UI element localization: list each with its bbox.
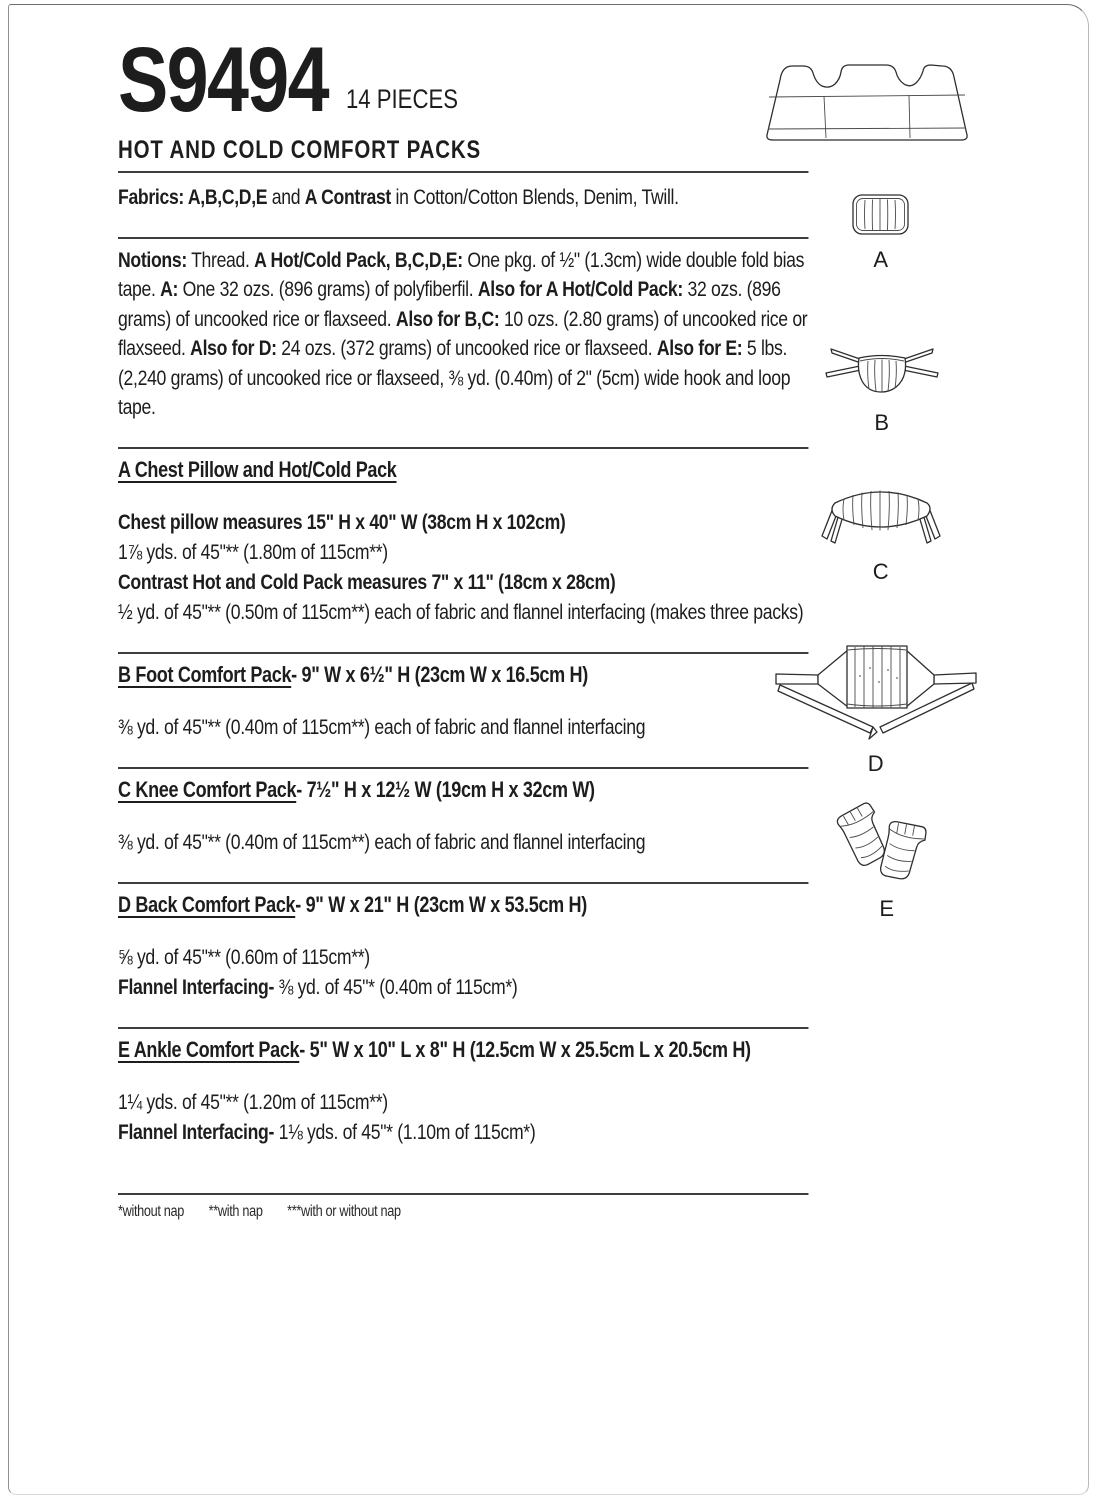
pattern-number: S9494 <box>118 29 328 131</box>
figure-a <box>846 192 916 273</box>
fabrics-paragraph: Fabrics: A,B,C,D,E and A Contrast in Cotton/Cotton Blends, Denim, Twill. <box>118 184 679 209</box>
section-a-line-4: ½ yd. of 45"** (0.50m of 115cm**) each of fabric and flannel interfacing (makes three packs) <box>118 599 804 624</box>
section-c <box>118 775 808 857</box>
foot-pack-b-illustration-icon <box>823 347 941 401</box>
figure-chest-pillow <box>757 50 977 146</box>
divider <box>118 767 808 769</box>
section-c-heading: C Knee Comfort Pack- 7½" H x 12½ W (19cm H x 32cm W) <box>118 776 595 802</box>
footnotes <box>118 1203 808 1221</box>
ankle-pack-e-illustration-icon <box>835 795 939 887</box>
footnote-with-or-without-nap: ***with or without nap <box>287 1202 401 1220</box>
section-d-line-1: ⅝ yd. of 45"** (0.60m of 115cm**) <box>118 944 370 969</box>
section-b-heading: B Foot Comfort Pack- 9" W x 6½" H (23cm W x 16.5cm H) <box>118 661 588 687</box>
figure-e <box>835 795 939 922</box>
section-e <box>118 1035 808 1147</box>
footnote-with-nap: **with nap <box>208 1202 263 1220</box>
text-column <box>118 29 808 1221</box>
figure-b <box>821 347 943 436</box>
fabrics-label: Fabrics: A,B,C,D,E <box>118 184 268 209</box>
figure-b-label: B <box>874 410 890 435</box>
notions-label: Notions: <box>118 247 187 272</box>
figure-a-label: A <box>873 247 889 272</box>
chest-pillow-illustration-icon <box>758 50 976 146</box>
section-e-heading: E Ankle Comfort Pack- 5" W x 10" L x 8" H (12.5cm W x 25.5cm L x 20.5cm H) <box>118 1036 751 1062</box>
divider <box>118 1027 808 1029</box>
divider <box>118 237 808 239</box>
divider <box>118 1193 808 1195</box>
footnote-without-nap: *without nap <box>118 1202 185 1220</box>
section-a <box>118 455 808 627</box>
title-row <box>118 29 808 131</box>
figure-e-label: E <box>879 896 895 921</box>
pieces-count: 14 PIECES <box>345 83 458 114</box>
knee-pack-c-illustration-icon <box>819 478 943 550</box>
section-d-line-2: Flannel Interfacing- ⅜ yd. of 45"* (0.40m of 115cm*) <box>118 974 518 999</box>
section-b-line-1: ⅜ yd. of 45"** (0.40m of 115cm**) each of fabric and flannel interfacing <box>118 714 646 739</box>
section-a-line-3: Contrast Hot and Cold Pack measures 7" x 11" (18cm x 28cm) <box>118 569 616 594</box>
section-e-line-2: Flannel Interfacing- 1⅛ yds. of 45"* (1.10m of 115cm*) <box>118 1119 536 1144</box>
section-b <box>118 660 808 742</box>
section-c-line-1: ⅜ yd. of 45"** (0.40m of 115cm**) each of fabric and flannel interfacing <box>118 829 646 854</box>
figure-c-label: C <box>872 559 890 584</box>
section-a-heading: A Chest Pillow and Hot/Cold Pack <box>118 456 397 482</box>
divider <box>118 447 808 449</box>
divider <box>118 171 808 173</box>
figure-d-label: D <box>867 751 885 776</box>
section-a-line-1: Chest pillow measures 15" H x 40" W (38cm H x 102cm) <box>118 509 566 534</box>
divider <box>118 882 808 884</box>
notions-paragraph: Notions: Thread. A Hot/Cold Pack, B,C,D,E: One pkg. of ½" (1.3cm) wide double fold bias tape. A: One 32 ozs. (896 grams) of polyfiberfil. Also for A Hot/Cold Pack: 32 ozs. (896 grams) of uncooked rice or flaxseed. Also for B,C: 10 ozs. (2.80 grams) of uncooked rice or flaxseed. Also for D: 24 ozs. (372 grams) of uncooked rice or flaxseed. Also for E: 5 lbs. (2,240 grams) of uncooked rice or flaxseed, ⅜ yd. (0.40m) of 2" (5cm) wide hook and loop tape. <box>118 247 808 420</box>
back-pack-d-illustration-icon <box>770 638 982 742</box>
page-title: HOT AND COLD COMFORT PACKS <box>118 135 481 164</box>
figure-d <box>769 638 983 777</box>
hot-cold-pack-a-illustration-icon <box>851 192 911 238</box>
section-a-line-2: 1⅞ yds. of 45"** (1.80m of 115cm**) <box>118 539 388 564</box>
divider <box>118 652 808 654</box>
section-e-line-1: 1¼ yds. of 45"** (1.20m of 115cm**) <box>118 1089 388 1114</box>
section-d-heading: D Back Comfort Pack- 9" W x 21" H (23cm W x 53.5cm H) <box>118 891 587 917</box>
section-d <box>118 890 808 1002</box>
figure-c <box>817 478 945 585</box>
